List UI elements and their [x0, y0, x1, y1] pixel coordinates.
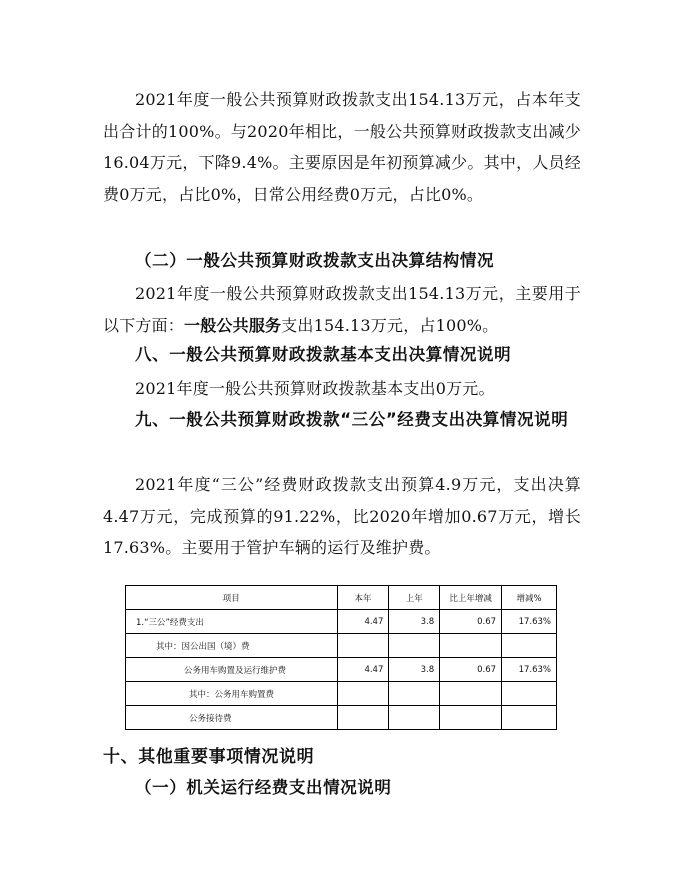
heading-basic-expenditure: 八、一般公共预算财政拨款基本支出决算情况说明: [135, 345, 512, 364]
col-header-change: 比上年增减: [440, 586, 502, 610]
cell-this-year: 4.47: [337, 610, 389, 634]
cell-change-pct: [502, 682, 557, 706]
cell-this-year: 4.47: [337, 658, 389, 682]
cell-change-pct: [502, 634, 557, 658]
paragraph-three-public-expenses: 2021年度“三公”经费财政拨款支出预算4.9万元，支出决算4.47万元，完成预算的91.22%，比2020年增加0.67万元，增长17.63%。主要用于管护车辆的运行及维护费。: [103, 475, 581, 557]
three-public-expenses-table: [125, 585, 557, 730]
col-header-this-year: 本年: [337, 586, 389, 610]
cell-this-year: [337, 682, 389, 706]
table-row: [126, 658, 557, 682]
cell-change: 0.67: [440, 658, 502, 682]
structure-text-b: 支出154.13万元，占100%。: [281, 315, 499, 335]
row-label: 其中：公务用车购置费: [126, 682, 338, 706]
heading-operating-expenses: （一）机关运行经费支出情况说明: [135, 778, 392, 797]
cell-change: [440, 682, 502, 706]
cell-change-pct: [502, 706, 557, 730]
table-header-row: [126, 586, 557, 610]
cell-change: 0.67: [440, 610, 502, 634]
col-header-last-year: 上年: [389, 586, 440, 610]
cell-change-pct: 17.63%: [502, 658, 557, 682]
cell-change: [440, 706, 502, 730]
cell-this-year: [337, 634, 389, 658]
cell-last-year: 3.8: [389, 610, 440, 634]
heading-expenditure-structure: （二）一般公共预算财政拨款支出决算结构情况: [135, 251, 495, 270]
cell-last-year: [389, 706, 440, 730]
cell-last-year: 3.8: [389, 658, 440, 682]
col-header-change-pct: 增减%: [502, 586, 557, 610]
row-label: 公务用车购置及运行维护费: [126, 658, 338, 682]
row-label: 其中：因公出国（境）费: [126, 634, 338, 658]
row-label: 公务接待费: [126, 706, 338, 730]
cell-this-year: [337, 706, 389, 730]
cell-last-year: [389, 634, 440, 658]
table-row: [126, 706, 557, 730]
cell-change: [440, 634, 502, 658]
paragraph-basic-expenditure: 2021年度一般公共预算财政拨款基本支出0万元。: [135, 379, 495, 398]
cell-last-year: [389, 682, 440, 706]
col-header-item: 项目: [126, 586, 338, 610]
row-label: 1.“三公”经费支出: [126, 610, 338, 634]
structure-text-a: 2021年度一般公共预算财政拨款支出154.13万元，主要用于以下方面：: [103, 284, 581, 335]
heading-three-public-expenses: 九、一般公共预算财政拨款“三公”经费支出决算情况说明: [135, 410, 569, 429]
table-row: [126, 682, 557, 706]
paragraph-general-budget-expenditure: 2021年度一般公共预算财政拨款支出154.13万元，占本年支出合计的100%。与2020年相比，一般公共预算财政拨款支出减少16.04万元，下降9.4%。主要原因是年初预算减少。其中，人员经费0万元，占比0%，日常公用经费0万元，占比0%。: [103, 90, 581, 204]
paragraph-expenditure-structure: [103, 278, 581, 341]
table-row: [126, 634, 557, 658]
structure-bold-category: 一般公共服务: [184, 315, 282, 335]
heading-other-matters: 十、其他重要事项情况说明: [103, 747, 315, 767]
cell-change-pct: 17.63%: [502, 610, 557, 634]
table-row: [126, 610, 557, 634]
